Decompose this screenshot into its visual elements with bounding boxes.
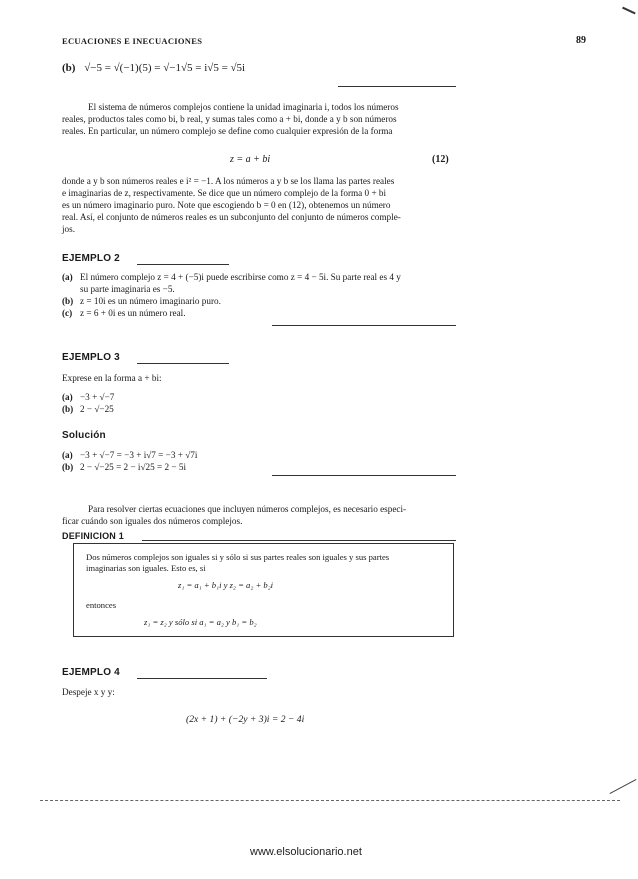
- solution-title: Solución: [62, 430, 106, 441]
- item-label: (c): [62, 308, 73, 318]
- ejemplo-3-end-rule: [272, 475, 456, 476]
- ejemplo-3-title: EJEMPLO 3: [62, 352, 120, 363]
- body-line: donde a y b son números reales e i² = −1. A los números a y b se los llama las partes reales: [62, 176, 395, 186]
- ejemplo-4-title: EJEMPLO 4: [62, 667, 120, 678]
- body-line: Para resolver ciertas ecuaciones que incluyen números complejos, es necesario especi-: [88, 504, 407, 514]
- definition-paragraph: [62, 175, 455, 235]
- item-text: 2 − √−25 = 2 − i√25 = 2 − 5i: [80, 462, 186, 472]
- item-text: z = 6 + 0i es un número real.: [80, 308, 186, 318]
- formula-number: (12): [432, 154, 449, 165]
- intro-line: reales, productos tales como bi, b real, y sumas tales como a + bi, donde a y b son números: [62, 114, 397, 124]
- intro-line: El sistema de números complejos contiene la unidad imaginaria i, todos los números: [88, 102, 399, 112]
- formula: z = a + bi: [230, 154, 271, 165]
- running-title: ECUACIONES E INECUACIONES: [62, 36, 203, 46]
- ejemplo-2-item: [62, 283, 462, 295]
- ejemplo-3-title-rule: [137, 363, 229, 364]
- definicion-1-title-rule: [142, 540, 456, 541]
- solution-item: [62, 461, 197, 473]
- page-number: 89: [576, 35, 586, 46]
- intro-paragraph: [62, 101, 455, 137]
- ejemplo-2-title: EJEMPLO 2: [62, 253, 120, 264]
- item-text: −3 + √−7: [80, 392, 115, 402]
- item-label: (a): [62, 450, 73, 460]
- item-text: −3 + √−7 = −3 + i√7 = −3 + √7i: [80, 450, 198, 460]
- ejemplo-4-title-rule: [137, 678, 267, 679]
- body-line: jos.: [62, 224, 76, 234]
- body-line: e imaginarias de z, respectivamente. Se dice que un número complejo de la forma 0 + bi: [62, 188, 387, 198]
- definition-line: imaginarias son iguales. Esto es, si: [86, 563, 206, 573]
- body-line: es un número imaginario puro. Note que escogiendo b = 0 en (12), obtenemos un número: [62, 200, 391, 210]
- ejemplo-3-items: [62, 391, 114, 415]
- part-b-rule: [338, 86, 456, 87]
- ejemplo-4-equation: (2x + 1) + (−2y + 3)i = 2 − 4i: [186, 714, 305, 725]
- item-text: 2 − √−25: [80, 404, 114, 414]
- ejemplo-3-solutions: [62, 449, 197, 473]
- item-label: (b): [62, 404, 74, 414]
- part-b-expression: √−5 = √(−1)(5) = √−1√5 = i√5 = √5i: [84, 62, 246, 74]
- item-label: (b): [62, 296, 74, 306]
- ejemplo-2-item: [62, 271, 462, 283]
- item-label: (a): [62, 392, 73, 402]
- part-b-label: (b): [62, 62, 76, 74]
- item-label: (a): [62, 272, 73, 282]
- part-b-line: [62, 62, 245, 74]
- page-bottom-rule: [40, 800, 620, 801]
- ejemplo-2-item: [62, 295, 462, 307]
- corner-mark: [622, 0, 638, 14]
- definition-equation: z₁ = z₂ y sólo si a₁ = a₂ y b₁ = b₂: [144, 617, 257, 627]
- definition-then: entonces: [86, 600, 117, 610]
- ejemplo-2-end-rule: [272, 325, 456, 326]
- item-text: z = 10i es un número imaginario puro.: [80, 296, 221, 306]
- ejemplo-3-item: [62, 391, 114, 403]
- ejemplo-2-items: [62, 271, 462, 319]
- definition-equation: z₁ = a₁ + b₁i y z₂ = a₂ + b₂i: [178, 580, 274, 590]
- ejemplo-2-title-rule: [137, 264, 229, 265]
- ejemplo-3-prompt: Exprese en la forma a + bi:: [62, 373, 162, 383]
- definition-line: Dos números complejos son iguales si y sólo si sus partes reales son iguales y sus partes: [86, 552, 390, 562]
- ejemplo-3-item: [62, 403, 114, 415]
- body-line: real. Así, el conjunto de números reales es un subconjunto del conjunto de números comple-: [62, 212, 401, 222]
- body-line: ficar cuándo son iguales dos números complejos.: [62, 516, 243, 526]
- definition-box: [73, 543, 454, 637]
- item-text: su parte imaginaria es −5.: [80, 284, 175, 294]
- item-label: (b): [62, 462, 74, 472]
- page-corner-mark: [610, 779, 637, 794]
- item-text: El número complejo z = 4 + (−5)i puede escribirse como z = 4 − 5i. Su parte real es 4 y: [80, 272, 401, 282]
- intro-line: reales. En particular, un número complejo se define como cualquier expresión de la forma: [62, 126, 393, 136]
- ejemplo-2-item: [62, 307, 462, 319]
- ejemplo-4-prompt: Despeje x y y:: [62, 687, 115, 697]
- definicion-1-title: DEFINICION 1: [62, 531, 124, 541]
- transition-paragraph: [62, 503, 455, 527]
- solution-item: [62, 449, 197, 461]
- footer-url: www.elsolucionario.net: [250, 846, 362, 858]
